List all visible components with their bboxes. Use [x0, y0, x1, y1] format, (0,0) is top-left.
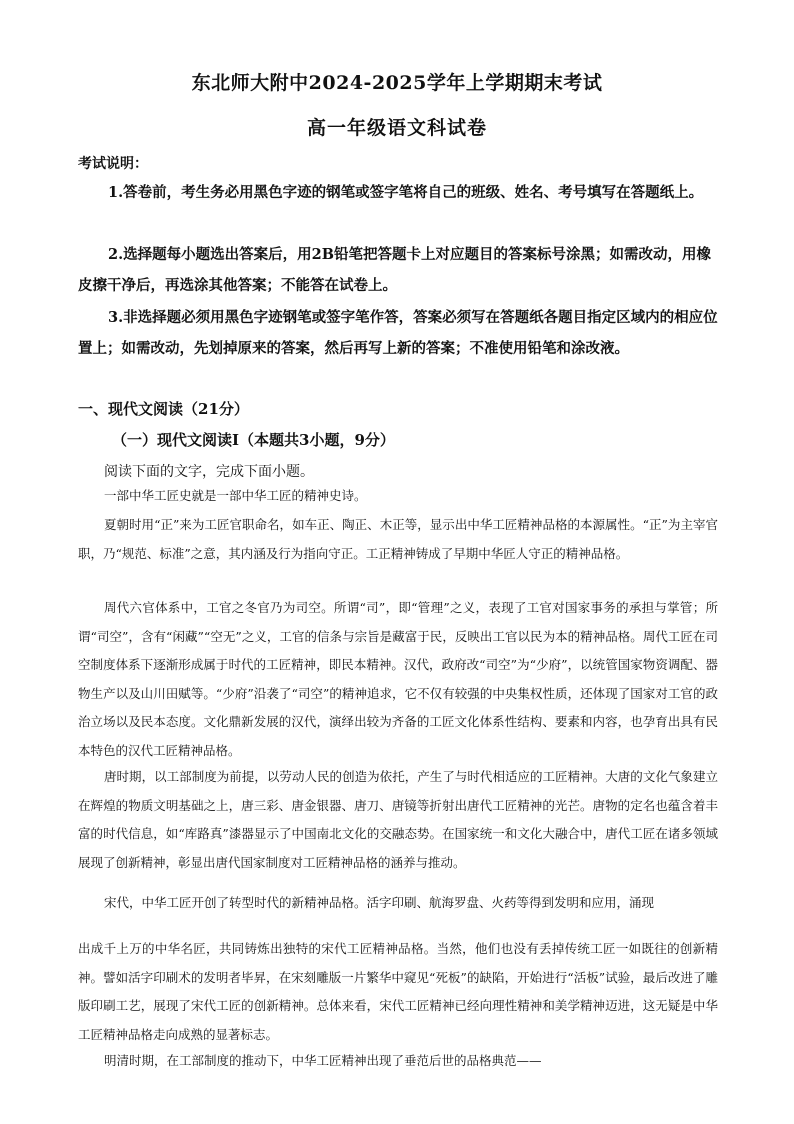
exam-note-1: 1.答卷前，考生务必用黑色字迹的钢笔或签字笔将自己的班级、姓名、考号填写在答题纸上。	[108, 184, 704, 201]
passage-paragraph-2: 夏朝时用“正”来为工匠官职命名，如车正、陶正、木正等，显示出中华工匠精神品格的本源属性。“正”为主宰官职，乃“规范、标准”之意，其内涵及行为指向守正。工正精神铸成了早期中华匠人守正的精神品格。	[78, 517, 718, 561]
passage-paragraph-3: 周代六官体系中，工官之冬官乃为司空。所谓“司”，即“管理”之义，表现了工官对国家事务的承担与掌管；所谓“司空”，含有“闲藏”“空无”之义，工官的信条与宗旨是藏富于民，反映出工官以民为本的精神品格。周代工匠在司空制度体系下逐渐形成属于时代的工匠精神，即民本精神。汉代，政府改“司空”为“少府”，以统管国家物资调配、器物生产以及山川田赋等。“少府”沿袭了“司空”的精神追求，它不仅有较强的中央集权性质，还体现了国家对工官的政治立场以及民本态度。文化鼎新发展的汉代，演绎出较为齐备的工匠文化体系性结构、要素和内容，也孕育出具有民本特色的汉代工匠精神品格。	[78, 600, 718, 758]
exam-notes-heading: 考试说明：	[78, 156, 148, 172]
section-heading: 一、现代文阅读（21分）	[78, 400, 249, 418]
passage-paragraph-5-cont: 出成千上万的中华名匠，共同铸炼出独特的宋代工匠精神品格。当然，他们也没有丢掉传统工匠一如既往的创新精神。譬如活字印刷术的发明者毕昇，在宋刻雕版一片繁华中窥见“死板”的缺陷，开始进行“活板”试验，最后改进了雕版印刷工艺，展现了宋代工匠的创新精神。总体来看，宋代工匠精神已经向理性精神和美学精神迈进，这无疑是中华工匠精神品格走向成熟的显著标志。	[78, 941, 718, 1042]
passage-paragraph-1: 一部中华工匠史就是一部中华工匠的精神史诗。	[104, 488, 367, 503]
exam-note-2: 2.选择题每小题选出答案后，用2B铅笔把答题卡上对应题目的答案标号涂黑；如需改动，用橡皮擦干净后，再选涂其他答案；不能答在试卷上。	[78, 246, 711, 294]
subsection-heading: （一）现代文阅读Ⅰ（本题共3小题，9分）	[112, 431, 395, 449]
exam-subtitle: 高一年级语文科试卷	[306, 117, 487, 139]
reading-instruction: 阅读下面的文字，完成下面小题。	[104, 464, 314, 480]
exam-note-3: 3.非选择题必须用黑色字迹钢笔或签字笔作答，答案必须写在答题纸各题目指定区域内的相应位置上；如需改动，先划掉原来的答案，然后再写上新的答案；不准使用铅笔和涂改液。	[78, 309, 718, 357]
passage-paragraph-6: 明清时期，在工部制度的推动下，中华工匠精神出现了垂范后世的品格典范——	[104, 1053, 542, 1068]
passage-paragraph-4: 唐时期，以工部制度为前提，以劳动人民的创造为依托，产生了与时代相适应的工匠精神。大唐的文化气象建立在辉煌的物质文明基础之上，唐三彩、唐金银器、唐刀、唐镜等折射出唐代工匠精神的光芒。唐物的定名也蕴含着丰富的时代信息，如“库路真”漆器显示了中国南北文化的交融态势。在国家统一和文化大融合中，唐代工匠在诸多领域展现了创新精神，彰显出唐代国家制度对工匠精神品格的涵养与推动。	[78, 769, 718, 870]
exam-title: 东北师大附中2024-2025学年上学期期末考试	[191, 72, 603, 94]
passage-paragraph-5-start: 宋代，中华工匠开创了转型时代的新精神品格。活字印刷、航海罗盘、火药等得到发明和应用，涌现	[104, 895, 655, 910]
